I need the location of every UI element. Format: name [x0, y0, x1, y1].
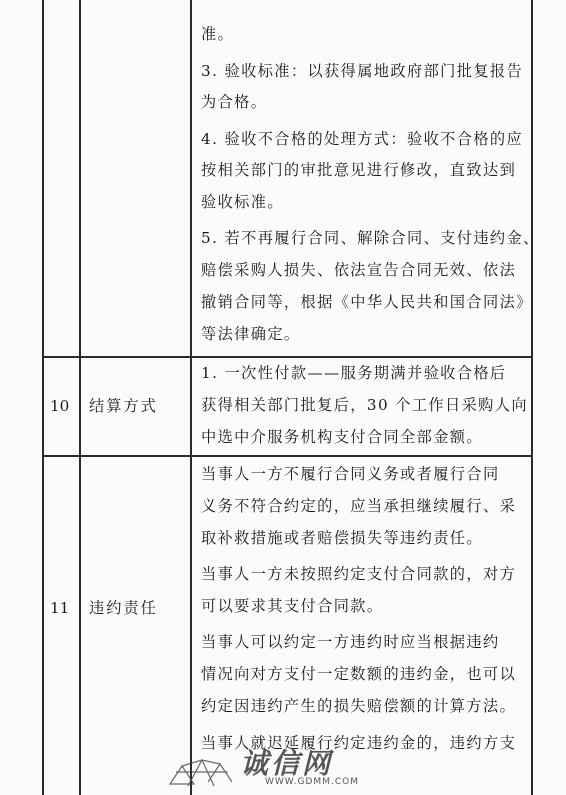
row-9-line-10: 等法律确定。: [201, 325, 301, 343]
watermark-logo: 诚信网: [240, 747, 334, 780]
watermark-url: WWW.GDMM.COM: [265, 777, 359, 787]
watermark-mark-icon: [168, 752, 234, 788]
table-divider-number: [79, 0, 81, 795]
row-11-line-9: 当事人就迟延履行约定违约金的，违约方支: [201, 734, 517, 752]
row-11-line-8: 约定因违约产生的损失赔偿额的计算方法。: [201, 697, 517, 715]
row-separator-10-11: [42, 455, 533, 457]
row-10-label: 结算方式: [89, 397, 158, 415]
row-9-line-7: 5. 若不再履行合同、解除合同、支付违约金、: [201, 229, 540, 247]
row-11-line-2: 义务不符合约定的，应当承担继续履行、采: [201, 497, 517, 515]
row-10-line-2: 获得相关部门批复后，30 个工作日采购人向: [201, 396, 528, 414]
row-9-line-9: 撤销合同等，根据《中华人民共和国合同法》: [201, 293, 533, 311]
row-10-line-3: 中选中介服务机构支付合同全部金额。: [201, 428, 483, 446]
table-border-right: [531, 0, 533, 795]
row-11-line-6: 当事人可以约定一方违约时应当根据违约: [201, 633, 500, 651]
row-11-number: 11: [50, 599, 70, 617]
row-11-line-3: 取补救措施或者赔偿损失等违约责任。: [201, 529, 483, 547]
row-11-line-5: 可以要求其支付合同款。: [201, 597, 384, 615]
row-9-line-2: 3. 验收标准：以获得属地政府部门批复报告: [201, 62, 524, 80]
row-9-line-8: 赔偿采购人损失、依法宣告合同无效、依法: [201, 261, 517, 279]
row-10-line-1: 1. 一次性付款——服务期满并验收合格后: [201, 364, 507, 382]
row-separator-9-10: [42, 356, 533, 358]
row-10-number: 10: [50, 397, 70, 415]
row-11-line-7: 情况向对方支付一定数额的违约金，也可以: [201, 665, 517, 683]
row-11-label: 违约责任: [89, 599, 158, 617]
row-11-line-4: 当事人一方未按照约定支付合同款的，对方: [201, 565, 517, 583]
row-11-line-1: 当事人一方不履行合同义务或者履行合同: [201, 465, 500, 483]
table-border-left: [42, 0, 44, 795]
table-divider-label: [190, 0, 192, 795]
row-9-line-3: 为合格。: [201, 93, 268, 111]
row-9-line-6: 验收标准。: [201, 193, 284, 211]
row-9-line-1: 准。: [201, 25, 235, 43]
row-9-line-5: 按相关部门的审批意见进行修改，直致达到: [201, 161, 517, 179]
row-9-line-4: 4. 验收不合格的处理方式：验收不合格的应: [201, 130, 524, 148]
